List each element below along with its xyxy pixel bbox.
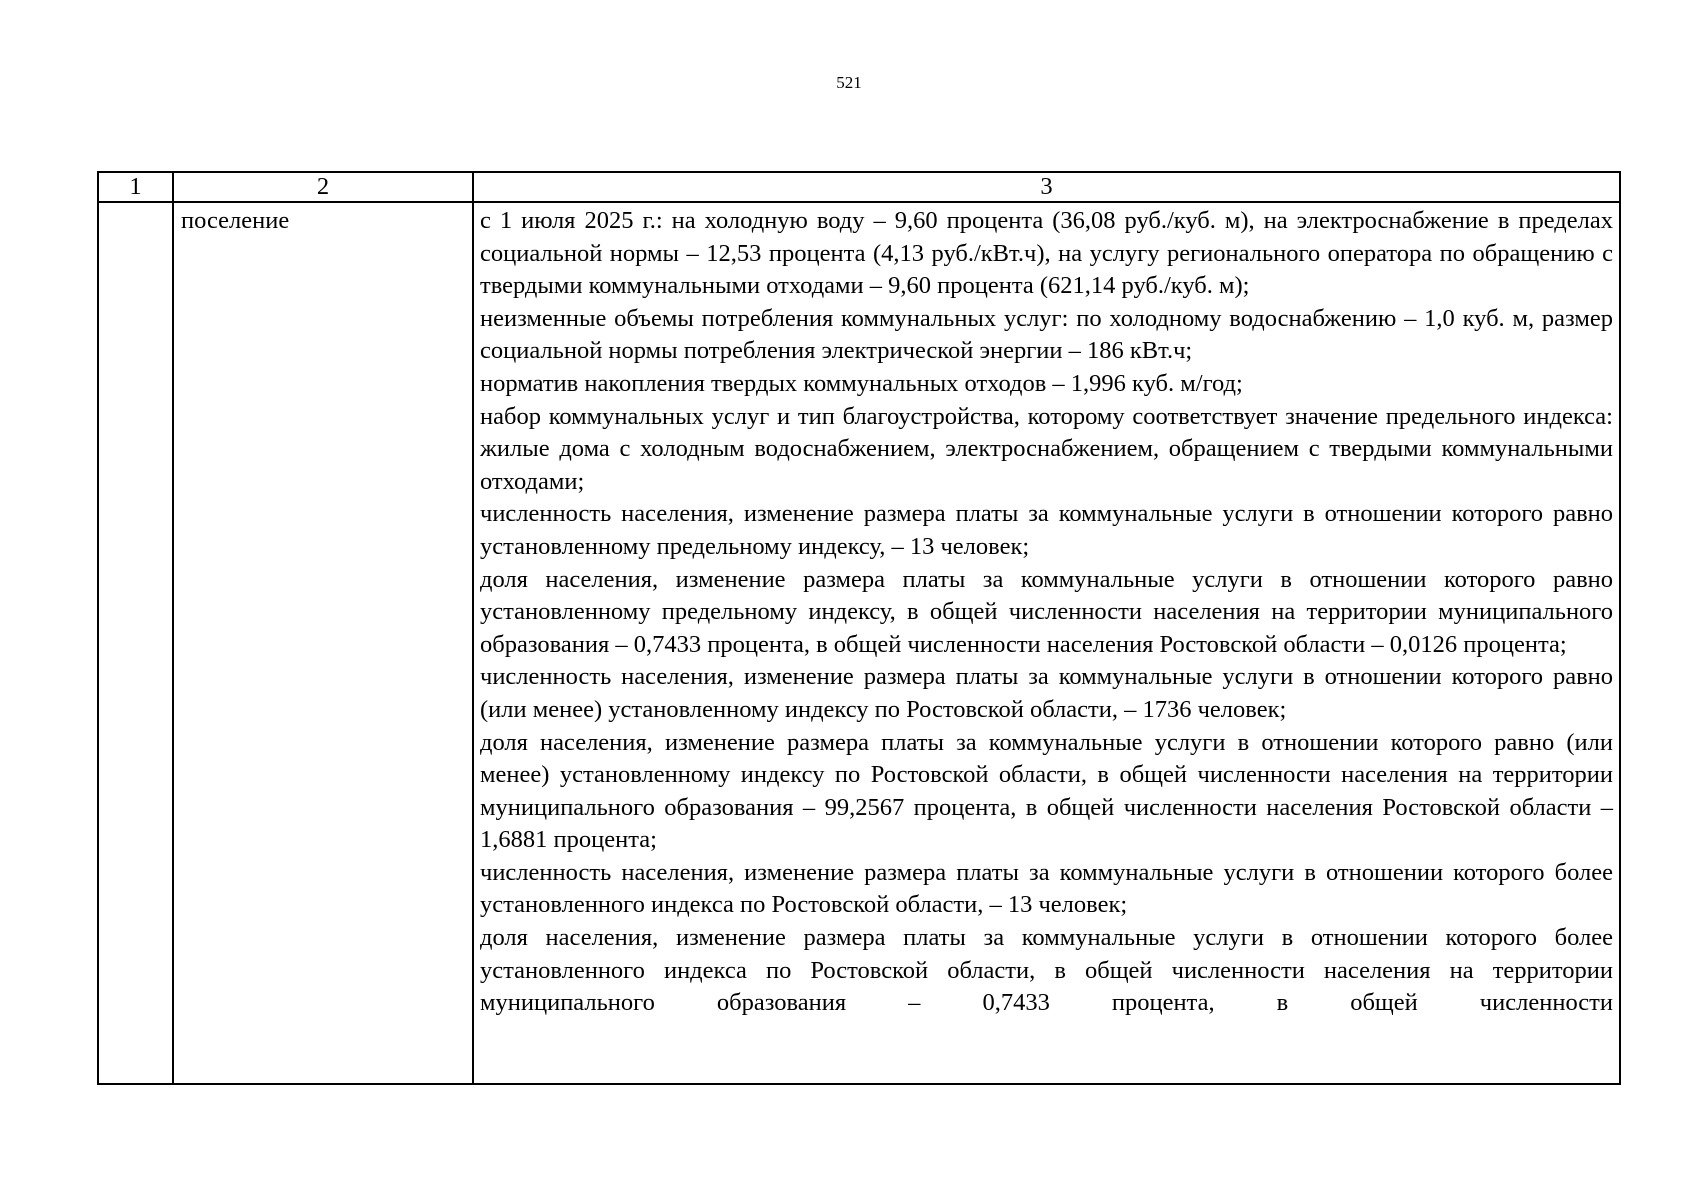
table-row xyxy=(98,202,1620,1084)
paragraph-share-above: доля населения, изменение размера платы за коммунальные услуги в отношении которого более установленного индекса по Ростовской области, в общей численности населения на территории муниципального образования – 0,7433 процента, в общей численности xyxy=(480,924,1613,1017)
paragraph-population-equal-limit: численность населения, изменение размера платы за коммунальные услуги в отношении которого равно установленному предельному индексу, – 13 человек; xyxy=(480,500,1613,560)
column-number-1: 1 xyxy=(98,172,173,202)
document-table xyxy=(97,171,1621,1085)
column-number-2: 2 xyxy=(173,172,473,202)
paragraph-service-set: набор коммунальных услуг и тип благоустройства, которому соответствует значение предельного индекса: жилые дома с холодным водоснабжением, электроснабжением, обращением с твердыми коммунальными отходами; xyxy=(480,402,1613,495)
settlement-type-cell: поселение xyxy=(173,202,473,1084)
paragraph-waste-norm: норматив накопления твердых коммунальных отходов – 1,996 куб. м/год; xyxy=(480,369,1243,397)
row-number-cell xyxy=(98,202,173,1084)
paragraph-population-above: численность населения, изменение размера платы за коммунальные услуги в отношении которого более установленного индекса по Ростовской области, – 13 человек; xyxy=(480,858,1613,919)
page-number: 521 xyxy=(836,73,862,92)
paragraph-share-equal-limit: доля населения, изменение размера платы за коммунальные услуги в отношении которого равно установленному предельному индексу, в общей численности населения на территории муниципального образования – 0,7433 процента, в общей численности населения Ростовской области – 0,0126 процента; xyxy=(480,565,1613,658)
column-number-3: 3 xyxy=(473,172,1620,202)
paragraph-share-equal-or-less: доля населения, изменение размера платы за коммунальные услуги в отношении которого равно (или менее) установленному индексу по Ростовской области, в общей численности населения на территории муниципального образования – 99,2567 процента, в общей численности населения Ростовской области – 1,6881 процента; xyxy=(480,728,1613,854)
paragraph-consumption-volumes: неизменные объемы потребления коммунальных услуг: по холодному водоснабжению – 1,0 куб. м, размер социальной нормы потребления электрической энергии – 186 кВт.ч; xyxy=(480,304,1613,365)
table-header-row xyxy=(98,172,1620,202)
paragraph-tariff-increase: с 1 июля 2025 г.: на холодную воду – 9,60 процента (36,08 руб./куб. м), на электроснабжение в пределах социальной нормы – 12,53 процента (4,13 руб./кВт.ч), на услугу регионального оператора по обращению с твердыми коммунальными отходами – 9,60 процента (621,14 руб./куб. м); xyxy=(480,207,1613,300)
paragraph-population-equal-or-less: численность населения, изменение размера платы за коммунальные услуги в отношении которого равно (или менее) установленному индексу по Ростовской области, – 1736 человек; xyxy=(480,663,1613,723)
description-cell xyxy=(473,202,1620,1084)
